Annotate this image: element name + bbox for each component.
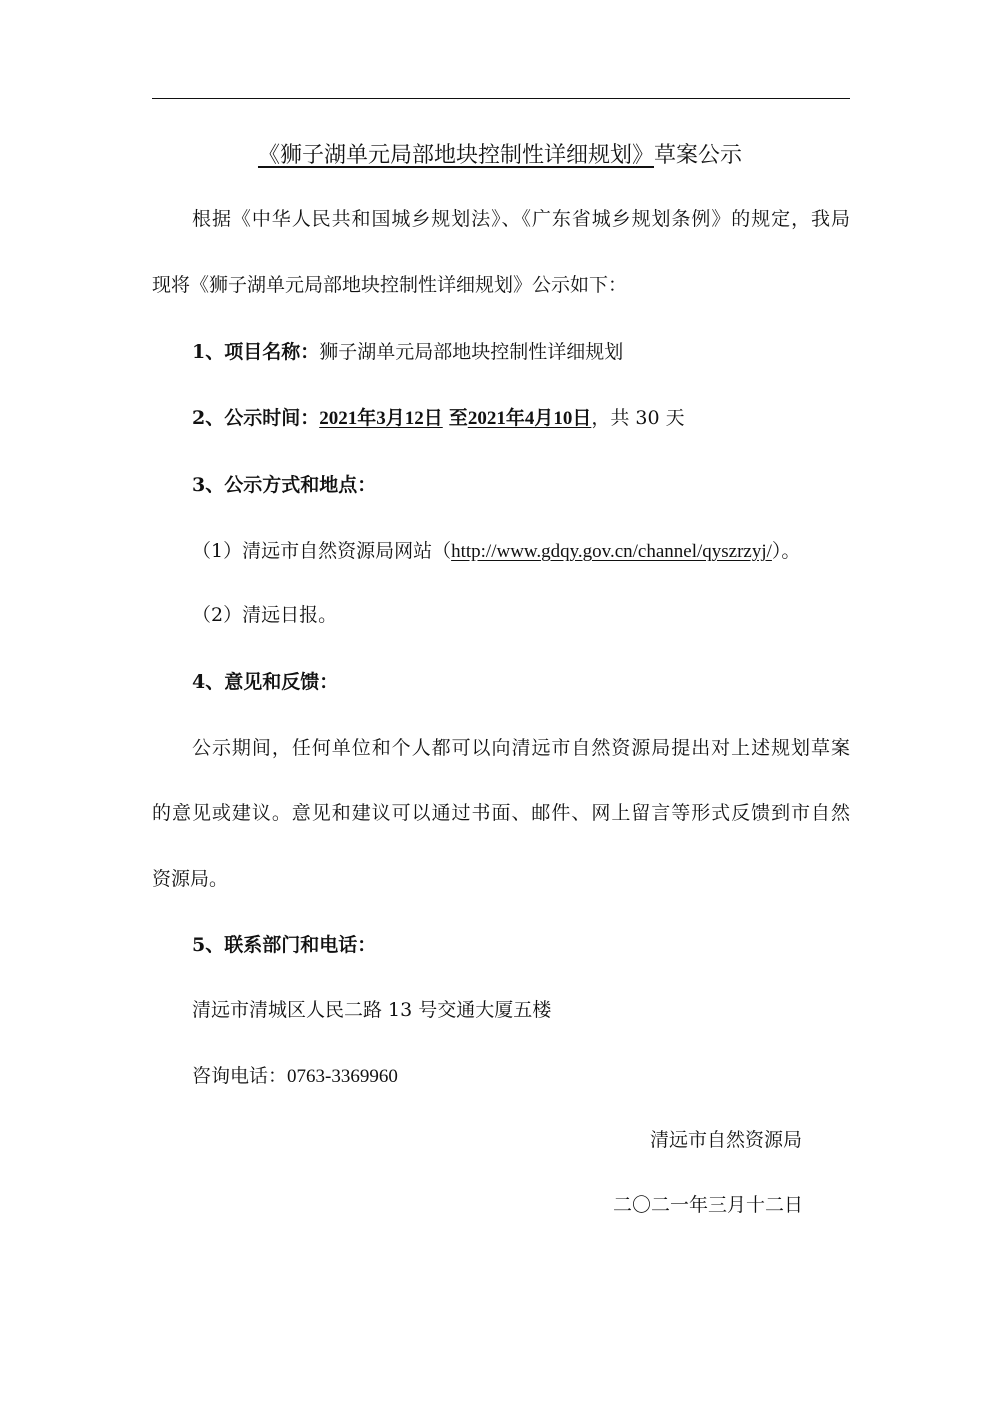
item-2-total: ，共 30 天 (591, 407, 685, 429)
item-5-label: 5、联系部门和电话： (192, 934, 377, 956)
item-2-to: 至 (448, 407, 468, 429)
signature-organization: 清远市自然资源局 (650, 1129, 803, 1151)
contact-phone-number: 0763-3369960 (287, 1066, 398, 1087)
title-main: 《狮子湖单元局部地块控制性详细规划》 (257, 143, 654, 168)
contact-phone (192, 1064, 398, 1089)
intro-line-2: 现将《狮子湖单元局部地块控制性详细规划》公示如下： (152, 274, 628, 296)
item-2-label: 2、公示时间： (192, 407, 320, 429)
signature-date: 二〇二一年三月十二日 (613, 1194, 804, 1216)
header-rule (152, 98, 850, 99)
item-1-label: 1、项目名称： (192, 341, 320, 363)
item-4-label: 4、意见和反馈： (192, 671, 339, 693)
item-1 (192, 340, 623, 364)
item-3-sub-1 (192, 539, 800, 564)
item-3-sub-1-prefix: （1）清远市自然资源局网站（ (192, 540, 452, 562)
item-4-paragraph-line-2: 的意见或建议。意见和建议可以通过书面、邮件、网上留言等形式反馈到市自然 (152, 802, 850, 824)
item-3-sub-1-suffix: ）。 (771, 540, 801, 562)
contact-address: 清远市清城区人民二路 13 号交通大厦五楼 (192, 999, 552, 1021)
page-title (0, 142, 1000, 170)
title-suffix: 草案公示 (654, 143, 743, 168)
item-1-value: 狮子湖单元局部地块控制性详细规划 (319, 341, 624, 363)
item-3-label: 3、公示方式和地点： (192, 474, 377, 496)
item-2-start-date: 2021年3月12日 (319, 408, 443, 429)
contact-phone-label: 咨询电话： (192, 1065, 288, 1087)
item-4-paragraph-line-3: 资源局。 (152, 868, 229, 890)
intro-line-1: 根据《中华人民共和国城乡规划法》、《广东省城乡规划条例》的规定，我局 (192, 208, 850, 230)
item-2 (192, 406, 685, 431)
item-2-end-date: 2021年4月10日 (467, 408, 592, 429)
item-4-paragraph-line-1: 公示期间，任何单位和个人都可以向清远市自然资源局提出对上述规划草案 (192, 737, 850, 759)
website-link[interactable]: http://www.gdqy.gov.cn/channel/qyszrzyj/ (451, 541, 772, 562)
item-3-sub-2: （2）清远日报。 (192, 604, 338, 626)
